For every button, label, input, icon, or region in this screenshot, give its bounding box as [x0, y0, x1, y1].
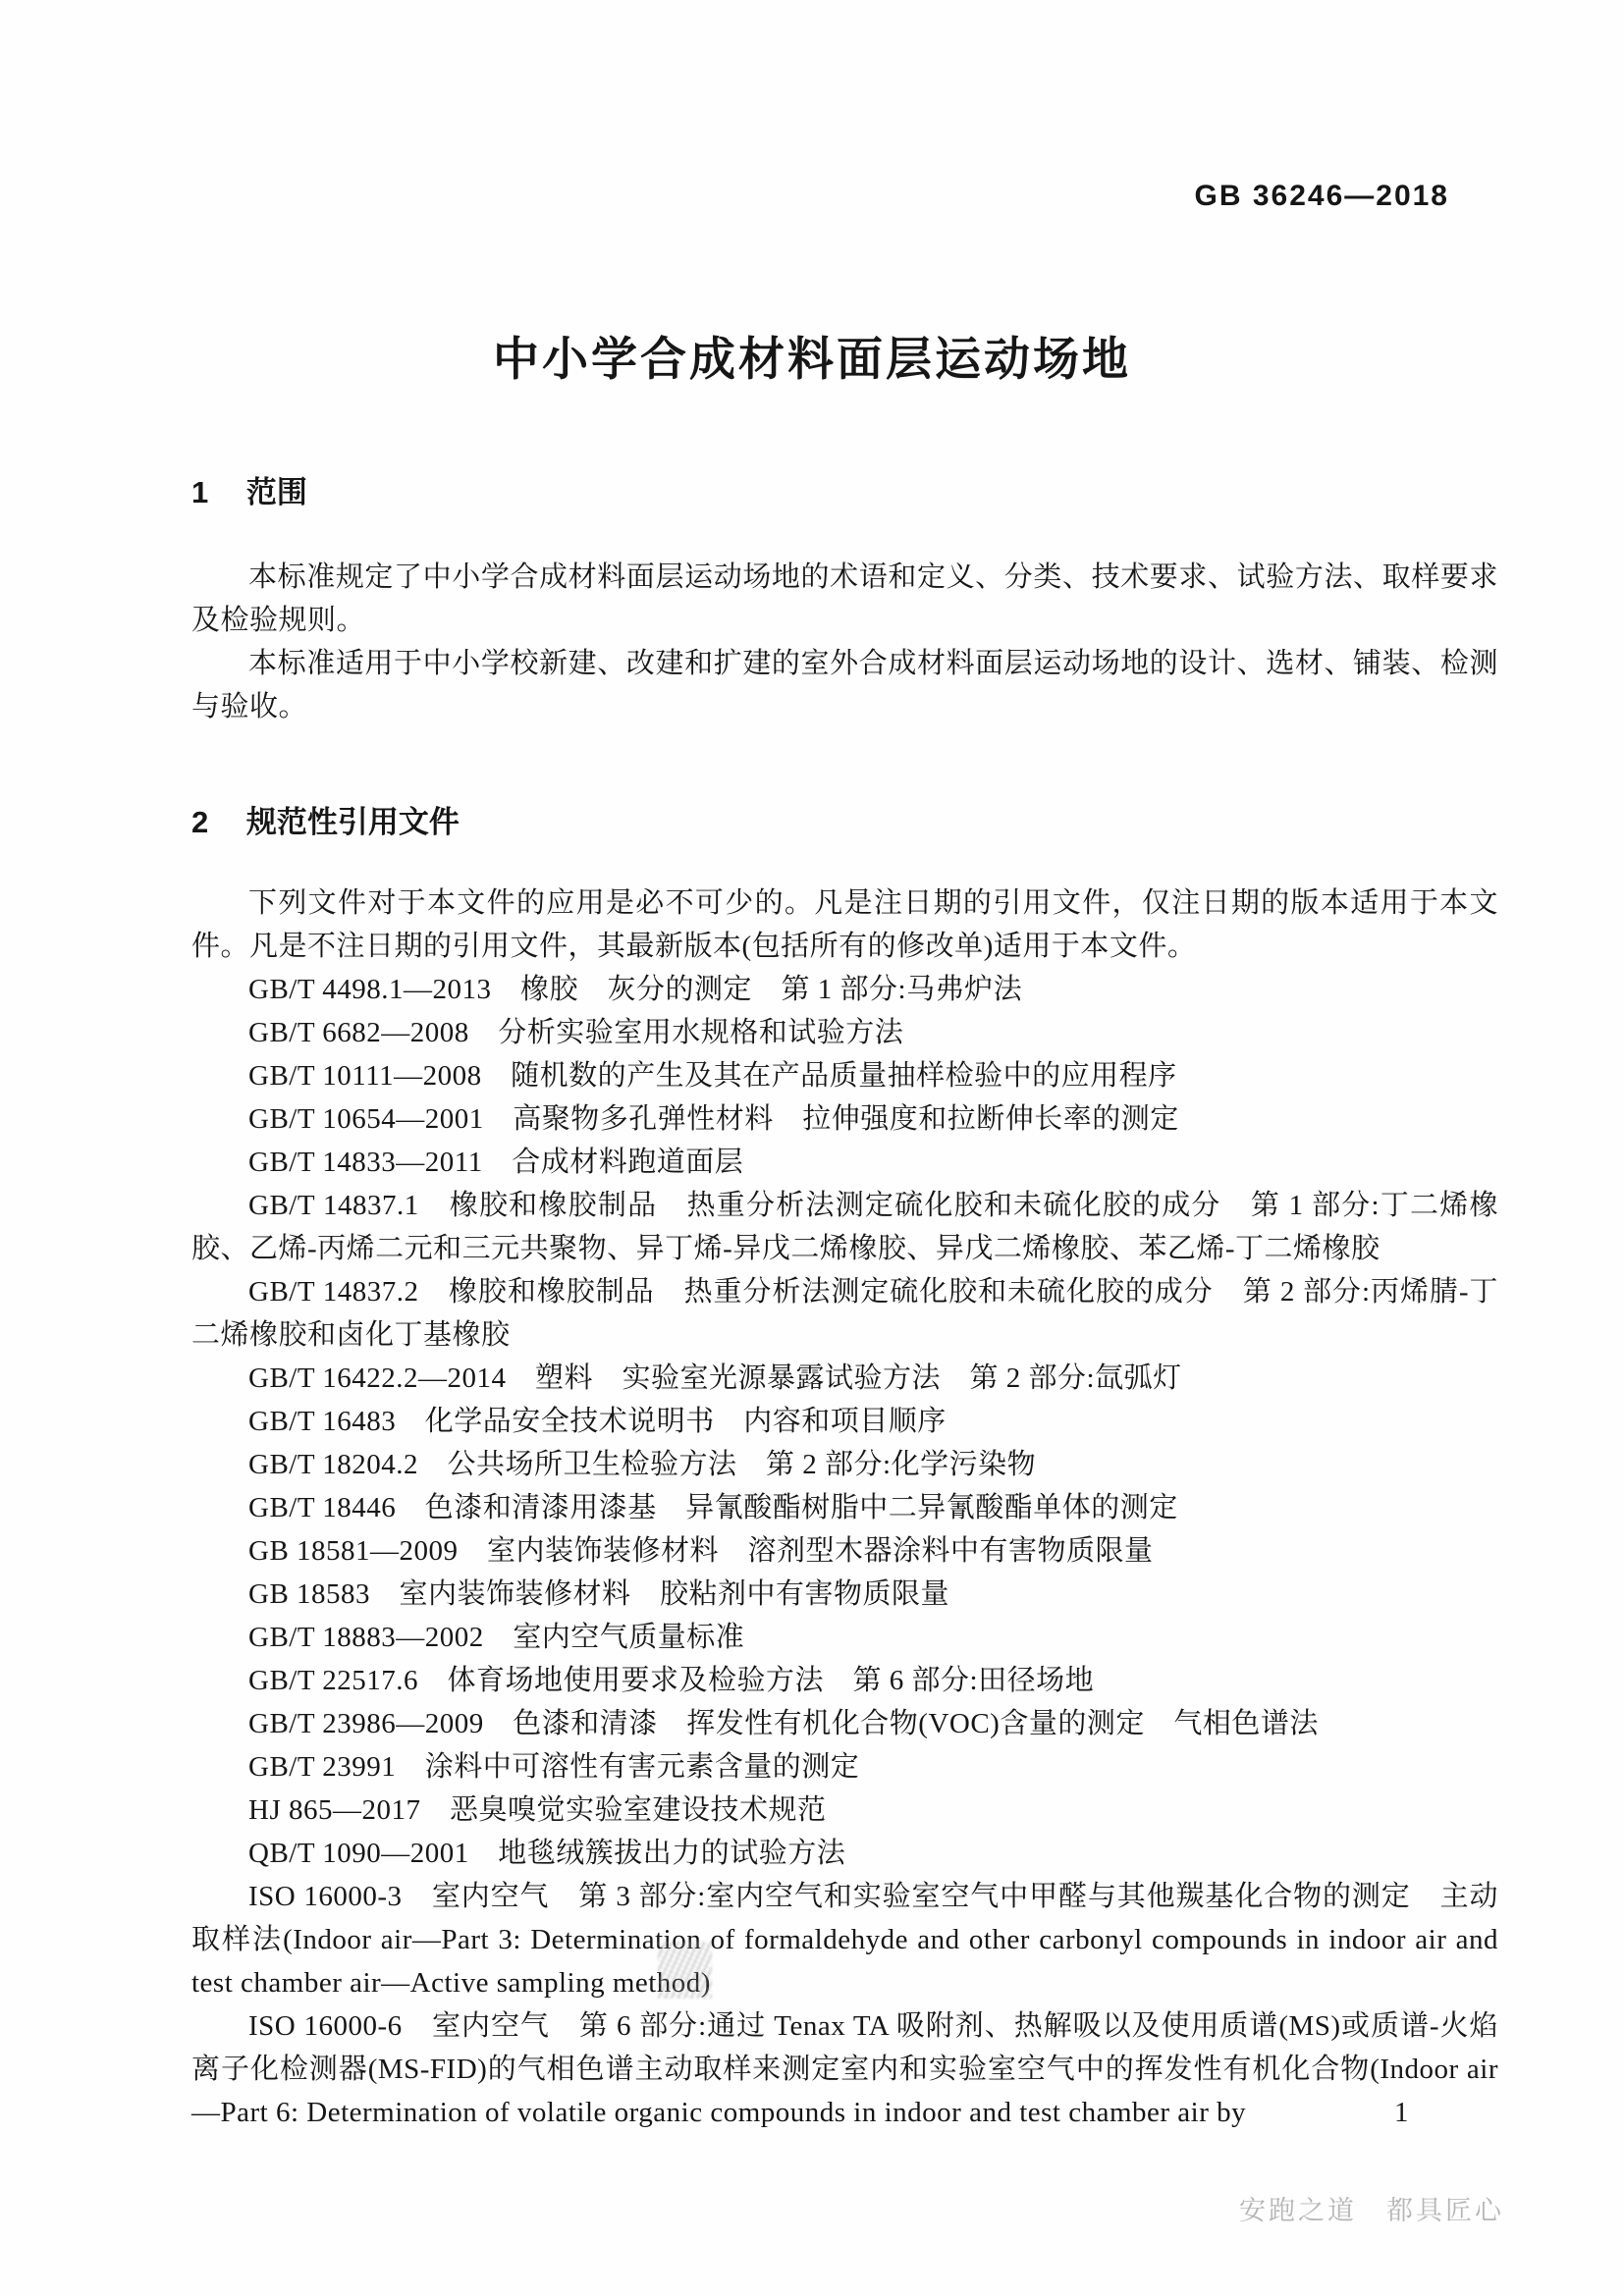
section-2-heading	[191, 805, 1624, 840]
page-number: 1	[1394, 2097, 1409, 2128]
references-intro-paragraph: 下列文件对于本文件的应用是必不可少的。凡是注日期的引用文件，仅注日期的版本适用于本文件。凡是不注日期的引用文件，其最新版本(包括所有的修改单)适用于本文件。	[191, 887, 1498, 962]
reference-item: GB/T 18204.2 公共场所卫生检验方法 第 2 部分:化学污染物	[248, 1449, 1037, 1480]
reference-item: GB/T 10654—2001 高聚物多孔弹性材料 拉伸强度和拉断伸长率的测定	[248, 1103, 1179, 1135]
reference-item: GB/T 14837.1 橡胶和橡胶制品 热重分析法测定硫化胶和未硫化胶的成分 第 1 部分:丁二烯橡胶、乙烯-丙烯二元和三元共聚物、异丁烯-异戊二烯橡胶、异戊二烯橡胶、苯乙烯-丁二烯橡胶	[191, 1190, 1498, 1264]
section-1-number: 1	[191, 475, 209, 509]
reference-item: GB/T 16422.2—2014 塑料 实验室光源暴露试验方法 第 2 部分:氙弧灯	[248, 1362, 1182, 1394]
section-2-number: 2	[191, 805, 209, 839]
scope-paragraph-2: 本标准适用于中小学校新建、改建和扩建的室外合成材料面层运动场地的设计、选材、铺装、检测与验收。	[191, 648, 1498, 722]
watermark-text: 安跑之道 都具匠心	[1239, 2196, 1504, 2225]
reference-item: GB/T 23986—2009 色漆和清漆 挥发性有机化合物(VOC)含量的测定 气相色谱法	[248, 1708, 1319, 1739]
reference-item: GB/T 18883—2002 室内空气质量标准	[248, 1622, 745, 1653]
reference-item: ISO 16000-3 室内空气 第 3 部分:室内空气和实验室空气中甲醛与其他羰基化合物的测定 主动取样法(Indoor air—Part 3: Determination of formaldehyde and other carbonyl compounds in indoor air and test chamber air—Active sampling method)	[191, 1881, 1498, 1999]
standard-number: GB 36246—2018	[1194, 180, 1449, 212]
reference-item: HJ 865—2017 恶臭嗅觉实验室建设技术规范	[248, 1794, 827, 1826]
reference-item: GB/T 4498.1—2013 橡胶 灰分的测定 第 1 部分:马弗炉法	[248, 974, 1023, 1005]
reference-item: ISO 16000-6 室内空气 第 6 部分:通过 Tenax TA 吸附剂、热解吸以及使用质谱(MS)或质谱-火焰离子化检测器(MS-FID)的气相色谱主动取样来测定室内和实验室空气中的挥发性有机化合物(Indoor air—Part 6: Determination of volatile organic compounds in indoor and test chamber air by	[191, 2010, 1498, 2128]
scope-paragraph-1: 本标准规定了中小学合成材料面层运动场地的术语和定义、分类、技术要求、试验方法、取样要求及检验规则。	[191, 561, 1498, 636]
reference-item: QB/T 1090—2001 地毯绒簇拔出力的试验方法	[248, 1838, 846, 1869]
reference-item: GB/T 6682—2008 分析实验室用水规格和试验方法	[248, 1017, 904, 1048]
stamp-smudge	[658, 1942, 712, 1999]
section-1-title: 范围	[245, 475, 307, 509]
reference-list	[0, 968, 1624, 2134]
section-1-heading	[191, 475, 1624, 510]
reference-item: GB 18583 室内装饰装修材料 胶粘剂中有害物质限量	[248, 1578, 950, 1610]
page-title: 中小学合成材料面层运动场地	[493, 333, 1131, 385]
reference-item: GB/T 22517.6 体育场地使用要求及检验方法 第 6 部分:田径场地	[248, 1665, 1095, 1696]
reference-item: GB/T 10111—2008 随机数的产生及其在产品质量抽样检验中的应用程序	[248, 1060, 1177, 1092]
section-2-title: 规范性引用文件	[245, 805, 460, 839]
reference-item: GB/T 16483 化学品安全技术说明书 内容和项目顺序	[248, 1406, 947, 1437]
reference-item: GB/T 23991 涂料中可溶性有害元素含量的测定	[248, 1751, 860, 1783]
reference-item: GB/T 18446 色漆和清漆用漆基 异氰酸酯树脂中二异氰酸酯单体的测定	[248, 1492, 1178, 1523]
reference-item: GB 18581—2009 室内装饰装修材料 溶剂型木器涂料中有害物质限量	[248, 1535, 1154, 1567]
reference-item: GB/T 14833—2011 合成材料跑道面层	[248, 1147, 744, 1178]
reference-item: GB/T 14837.2 橡胶和橡胶制品 热重分析法测定硫化胶和未硫化胶的成分 第 2 部分:丙烯腈-丁二烯橡胶和卤化丁基橡胶	[191, 1276, 1498, 1351]
